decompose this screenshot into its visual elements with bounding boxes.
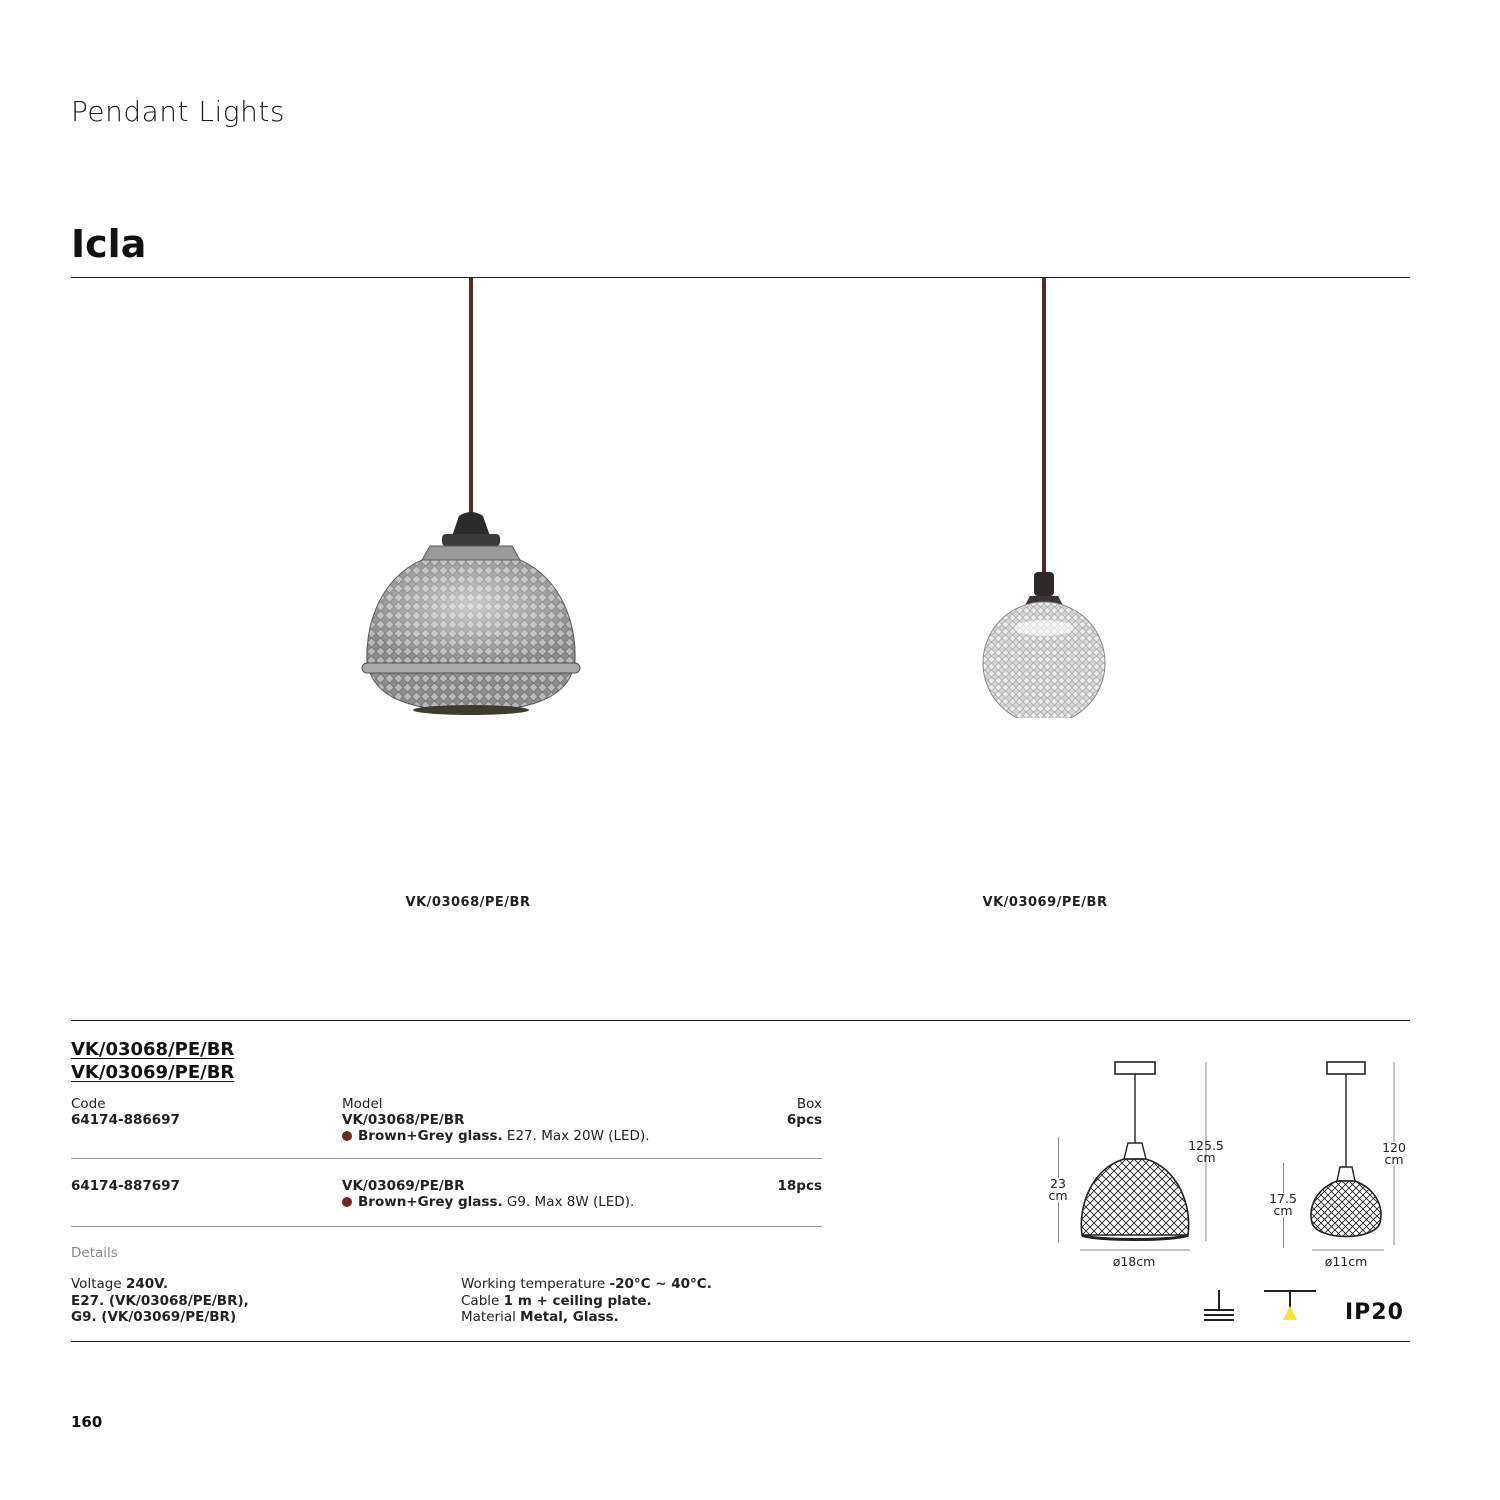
product-caption: VK/03069/PE/BR (982, 895, 1108, 910)
family-title: Icla (71, 222, 147, 266)
shade-height-label-small (1262, 1193, 1304, 1217)
ip-rating: IP20 (1345, 1300, 1404, 1325)
diameter-label-small: ø11cm (1324, 1254, 1368, 1269)
cable-value: 1 m + ceiling plate. (503, 1292, 652, 1309)
shade-height-unit: cm (1273, 1203, 1293, 1218)
total-height-label-small (1372, 1142, 1416, 1166)
total-height-value: 125.5 (1188, 1138, 1224, 1153)
pendant-bulb-icon (1262, 1288, 1318, 1322)
details-left (71, 1276, 249, 1326)
temperature-label: Working temperature (461, 1276, 606, 1292)
earth-ground-icon (1200, 1288, 1240, 1324)
row-model: VK/03069/PE/BR (342, 1178, 465, 1194)
total-height-unit: cm (1384, 1152, 1404, 1167)
material-value: Metal, Glass. (520, 1309, 619, 1325)
voltage-value: 240V. (125, 1276, 168, 1292)
cable-label: Cable (461, 1292, 500, 1309)
row-finish: Brown+Grey glass. (358, 1194, 503, 1210)
column-header-box: Box (796, 1096, 822, 1112)
section-title: Pendant Lights (71, 95, 285, 128)
spec-divider (71, 1020, 1410, 1021)
product-caption: VK/03068/PE/BR (405, 895, 531, 910)
spec-heading-code: VK/03068/PE/BR (71, 1039, 235, 1060)
row-box: 6pcs (786, 1112, 822, 1128)
details-label: Details (71, 1245, 118, 1261)
bulb-line-e27: E27. (VK/03068/PE/BR), (71, 1292, 249, 1309)
diameter-label-large: ø18cm (1112, 1254, 1156, 1269)
row-box: 18pcs (777, 1178, 822, 1194)
shade-height-value: 23 (1050, 1176, 1066, 1191)
row-divider (71, 1158, 822, 1159)
column-header-code: Code (71, 1096, 106, 1112)
voltage-label: Voltage (71, 1276, 122, 1292)
bulb-line-g9: G9. (VK/03069/PE/BR) (71, 1309, 237, 1325)
shade-height-value: 17.5 (1269, 1191, 1297, 1206)
row-finish: Brown+Grey glass. (358, 1128, 503, 1144)
shade-height-label-large (1038, 1178, 1078, 1202)
row-code: 64174-887697 (71, 1178, 180, 1194)
column-header-model: Model (342, 1096, 383, 1112)
material-label: Material (461, 1309, 516, 1325)
temperature-value: -20°C ~ 40°C. (609, 1276, 712, 1292)
finish-color-dot (342, 1131, 352, 1141)
product-image-large-pendant (340, 278, 600, 738)
finish-color-dot (342, 1197, 352, 1207)
total-height-unit: cm (1196, 1150, 1216, 1165)
row-divider (71, 1226, 822, 1227)
bottom-divider (71, 1341, 1410, 1342)
total-height-value: 120 (1382, 1140, 1406, 1155)
row-code: 64174-886697 (71, 1112, 180, 1128)
details-right (461, 1276, 712, 1326)
page-number: 160 (71, 1413, 103, 1431)
row-model: VK/03068/PE/BR (342, 1112, 465, 1128)
total-height-label-large (1176, 1140, 1236, 1164)
row-description (342, 1128, 650, 1144)
row-spec: E27. Max 20W (LED). (506, 1128, 650, 1144)
product-image-small-pendant (960, 278, 1130, 718)
row-description (342, 1194, 634, 1210)
row-spec: G9. Max 8W (LED). (506, 1194, 635, 1210)
spec-heading-code: VK/03069/PE/BR (71, 1062, 235, 1083)
shade-height-unit: cm (1048, 1188, 1068, 1203)
top-divider (71, 277, 1410, 278)
